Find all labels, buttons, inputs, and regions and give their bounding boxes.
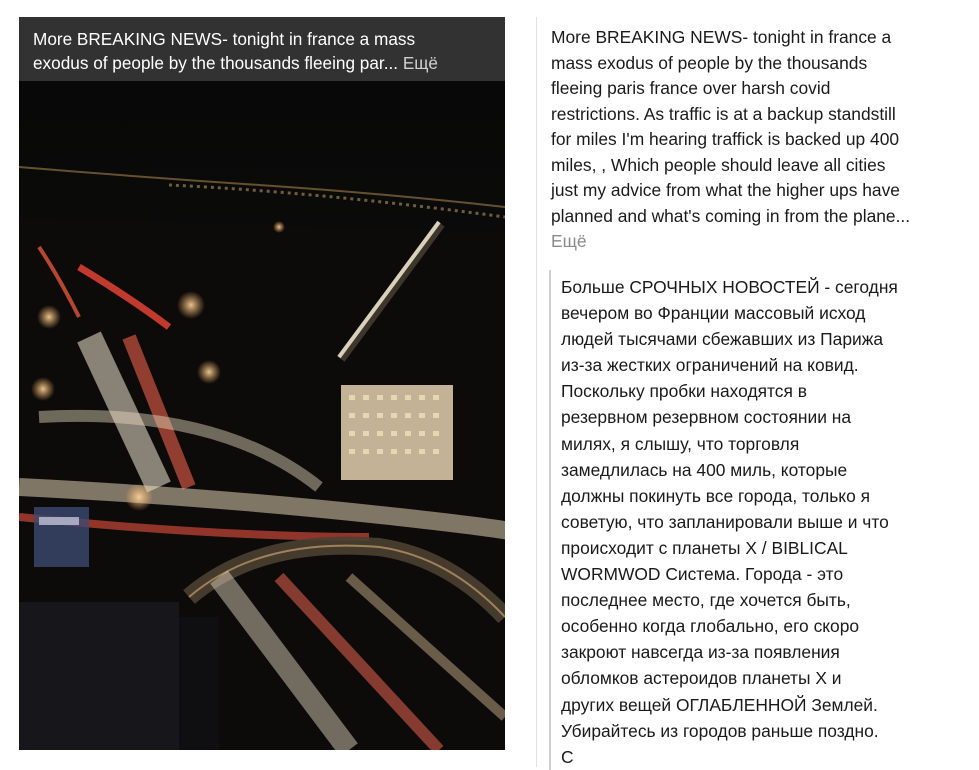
post-description (551, 25, 979, 255)
translation-line: резервном резервном состоянии на (561, 407, 852, 428)
translation-line: других вещей ОГЛАБЛЕННОЙ Землей. (561, 694, 878, 715)
post-line: just my advice from what the higher ups have (551, 180, 900, 200)
translation-line: советую, что запланировали выше и что (561, 511, 889, 532)
translation-line: из-за жестких ограничений на ковид. (561, 355, 859, 376)
caption-more-link[interactable]: Ещё (402, 53, 438, 73)
video-frame-night-traffic (19, 17, 505, 750)
translation-line: Убирайтесь из городов раньше поздно. (561, 720, 879, 741)
translation-quote (549, 270, 979, 770)
caption-line: exodus of people by the thousands fleeing par... (33, 53, 399, 73)
translation-text (561, 270, 979, 770)
translation-line: WORMWOD Система. Города - это (561, 564, 844, 585)
translation-line: вечером во Франции массовый исход (561, 303, 866, 324)
video-caption-overlay[interactable] (19, 17, 505, 81)
post-line: More BREAKING NEWS- tonight in france a (551, 27, 892, 47)
post-column (536, 17, 979, 767)
post-more-link[interactable]: Ещё (551, 231, 587, 251)
translation-line: С (561, 746, 574, 767)
translation-line: Поскольку пробки находятся в (561, 381, 807, 402)
translation-line: последнее место, где хочется быть, (561, 590, 851, 611)
post-line: planned and what's coming in from the plane... (551, 205, 911, 226)
video-player[interactable] (19, 17, 505, 750)
translation-line: происходит с планеты X / BIBLICAL (561, 537, 848, 558)
post-line: for miles I'm hearing traffick is backed up 400 (551, 129, 900, 149)
post-line: restrictions. As traffic is at a backup standstill (551, 103, 896, 124)
translation-line: милях, я слышу, что торговля (561, 433, 800, 454)
caption-line: More BREAKING NEWS- tonight in france a mass (33, 29, 416, 49)
translation-line: должны покинуть все города, только я (561, 485, 871, 506)
post-line: mass exodus of people by the thousands (551, 52, 868, 73)
translation-line: закроют навсегда из-за появления (561, 642, 840, 663)
translation-line: обломков астероидов планеты X и (561, 668, 842, 689)
post-line: fleeing paris france over harsh covid (551, 78, 831, 98)
translation-line: людей тысячами сбежавших из Парижа (561, 329, 884, 350)
post-line: miles, , Which people should leave all cities (551, 154, 886, 175)
translation-line: Больше СРОЧНЫХ НОВОСТЕЙ - сегодня (561, 277, 898, 297)
translation-line: особенно когда глобально, его скоро (561, 616, 860, 637)
translation-line: замедлилась на 400 миль, которые (561, 459, 848, 480)
